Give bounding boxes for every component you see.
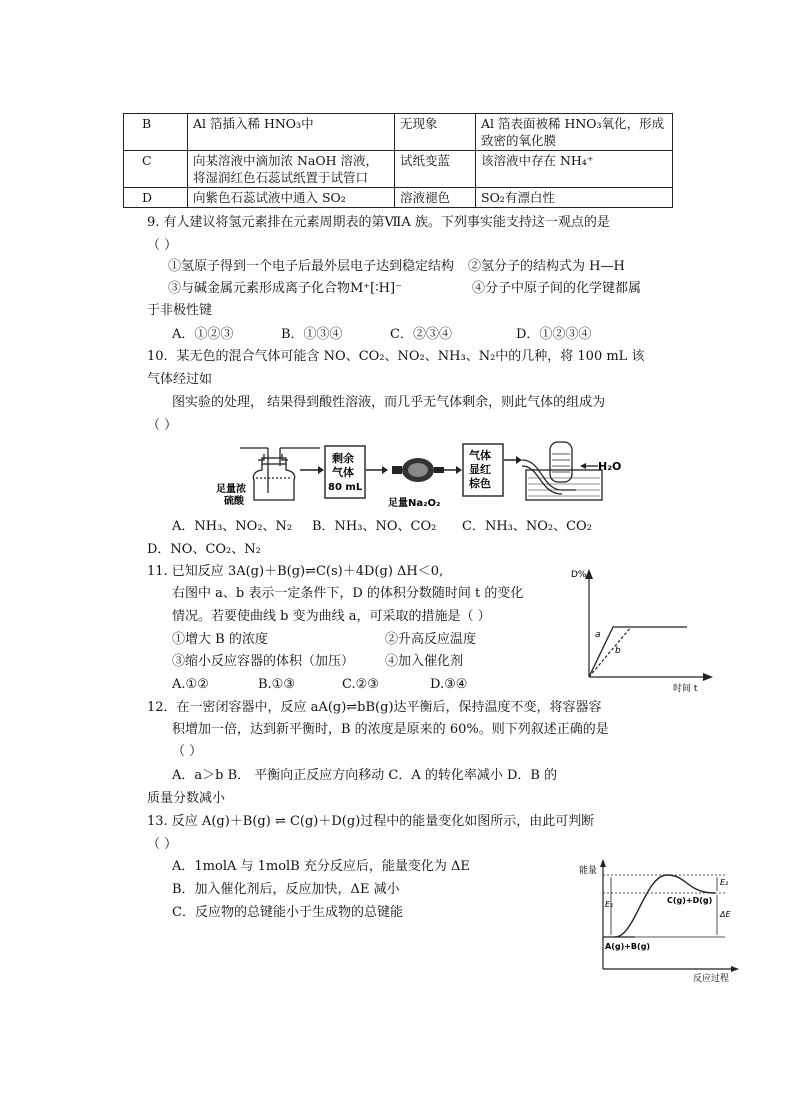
row-label: D xyxy=(124,188,188,208)
energy-x-label: 反应过程 xyxy=(693,974,730,984)
box1-line1: 剩余 xyxy=(332,452,354,465)
q11-option-d: D.③④ xyxy=(430,677,468,692)
row-operation: 向紫色石蕊试液中通入 SO₂ xyxy=(188,188,395,208)
table-row xyxy=(124,114,673,151)
q13-option-b: B．加入催化剂后，反应加快，ΔE 减小 xyxy=(172,882,400,897)
q13-stem: 13. 反应 A(g)＋B(g) ⇌ C(g)＋D(g)过程中的能量变化如图所示，由此可判断 xyxy=(147,814,595,829)
q11-option-c: C.②③ xyxy=(342,677,379,692)
e2-label: E₂ xyxy=(720,878,729,887)
q11-statement-2: ②升高反应温度 xyxy=(385,632,477,647)
bottle-label-2: 硫酸 xyxy=(224,496,244,507)
q11-graph xyxy=(565,565,715,695)
table-row xyxy=(124,188,673,208)
q9-option-d: D．①②③④ xyxy=(516,327,592,342)
row-phenomenon: 无现象 xyxy=(395,114,476,151)
q10-option-c: C．NH₃、NO₂、CO₂ xyxy=(462,519,592,534)
q11-statement-1: ①增大 B 的浓度 xyxy=(172,632,268,647)
q12-options: A．a＞b B． 平衡向正反应方向移动 C．A 的转化率减小 D．B 的 xyxy=(172,768,558,783)
curve-a xyxy=(589,627,687,677)
q13-paren: （ ） xyxy=(147,837,178,852)
na2o2-tube-icon xyxy=(392,458,444,482)
q11-statement-3: ③缩小反应容器的体积（加压） xyxy=(172,654,355,669)
bottle-label-1: 足量浓 xyxy=(216,484,246,495)
na2o2-label: 足量Na₂O₂ xyxy=(388,498,441,509)
curve-a-label: a xyxy=(595,630,601,640)
q12-stem: 12．在一密闭容器中，反应 aA(g)⇌bB(g)达平衡后，保持温度不变，将容器容 xyxy=(147,700,602,715)
q13-option-a: A．1molA 与 1molB 充分反应后，能量变化为 ΔE xyxy=(172,859,470,874)
q13-energy-graph xyxy=(575,855,750,985)
q10-option-a: A．NH₃、NO₂、N₂ xyxy=(172,519,293,534)
row-operation: 向某溶液中滴加浓 NaOH 溶液，将湿润红色石蕊试纸置于试管口 xyxy=(188,151,395,188)
row-phenomenon: 溶液褪色 xyxy=(395,188,476,208)
q9-option-b: B．①③④ xyxy=(281,327,343,342)
q10-option-d: D．NO、CO₂、N₂ xyxy=(147,542,261,557)
q11-option-a: A.①② xyxy=(172,677,209,692)
row-label: C xyxy=(124,151,188,188)
table-row xyxy=(124,151,673,188)
energy-curve xyxy=(615,875,715,937)
wash-bottle-icon xyxy=(240,448,320,500)
q9-option-a: A．①②③ xyxy=(172,327,234,342)
q10-stem: 10．某无色的混合气体可能含 NO、CO₂、NO₂、NH₃、N₂中的几种，将 100 mL 该 xyxy=(147,349,645,364)
row-conclusion: 该溶液中存在 NH₄⁺ xyxy=(476,151,673,188)
reactants-label: A(g)+B(g) xyxy=(605,942,651,951)
row-operation: Al 箔插入稀 HNO₃中 xyxy=(188,114,395,151)
options-table xyxy=(123,113,673,208)
delta-e-label: ΔE xyxy=(720,910,731,919)
q9-statement-1: ①氢原子得到一个电子后最外层电子达到稳定结构 xyxy=(168,259,455,274)
e1-label: E₁ xyxy=(605,900,614,909)
water-trough-icon xyxy=(522,442,602,500)
water-label: H₂O xyxy=(598,460,622,473)
products-label: C(g)+D(g) xyxy=(667,896,713,905)
q10-option-b: B．NH₃、NO、CO₂ xyxy=(312,519,437,534)
q9-statement-4: ④分子中原子间的化学键都属 xyxy=(472,281,642,296)
q9-statement-2: ②氢分子的结构式为 H—H xyxy=(468,259,625,274)
q11-line2: 右图中 a、b 表示一定条件下，D 的体积分数随时间 t 的变化 xyxy=(172,586,524,601)
energy-y-label: 能量 xyxy=(579,866,598,876)
q12-line2: 积增加一倍，达到新平衡时，B 的浓度是原来的 60%。则下列叙述正确的是 xyxy=(172,722,609,737)
q9-statement-4-cont: 于非极性键 xyxy=(147,303,213,318)
q9-stem: 9. 有人建议将氢元素排在元素周期表的第ⅦA 族。下列事实能支持这一观点的是 xyxy=(147,215,610,230)
graph-y-label: D% xyxy=(571,570,587,580)
q13-option-c: C．反应物的总键能小于生成物的总键能 xyxy=(172,905,403,920)
q11-stem: 11. 已知反应 3A(g)＋B(g)⇌C(s)＋4D(g) ΔH＜0, xyxy=(147,564,444,579)
box2-line1: 气体 xyxy=(469,449,491,462)
box1-line3: 80 mL xyxy=(328,482,363,493)
q10-paren: （ ） xyxy=(147,418,178,433)
q10-stem-3: 图实验的处理， 结果得到酸性溶液，而几乎无气体剩余，则此气体的组成为 xyxy=(172,395,606,410)
q10-stem-2: 气体经过如 xyxy=(147,372,213,387)
q12-paren: （ ） xyxy=(172,744,203,759)
q10-apparatus-diagram xyxy=(210,440,630,510)
graph-x-label: 时间 t xyxy=(673,684,698,694)
q11-statement-4: ④加入催化剂 xyxy=(385,654,464,669)
q9-statement-3: ③与碱金属元素形成离子化合物M⁺[∶H]⁻ xyxy=(168,281,402,296)
q11-option-b: B.①③ xyxy=(258,677,295,692)
q9-option-c: C．②③④ xyxy=(390,327,452,342)
row-conclusion: Al 箔表面被稀 HNO₃氧化，形成致密的氧化膜 xyxy=(476,114,673,151)
row-label: B xyxy=(124,114,188,151)
row-conclusion: SO₂有漂白性 xyxy=(476,188,673,208)
box2-line2: 显红 xyxy=(469,463,491,476)
box2-line3: 棕色 xyxy=(469,477,491,490)
row-phenomenon: 试纸变蓝 xyxy=(395,151,476,188)
q9-paren: （ ） xyxy=(147,238,178,253)
curve-b-label: b xyxy=(615,646,621,656)
box1-line2: 气体 xyxy=(332,466,354,479)
q11-line3: 情况。若要使曲线 b 变为曲线 a，可采取的措施是（ ） xyxy=(172,609,491,624)
q12-options-end: 质量分数减小 xyxy=(147,791,226,806)
